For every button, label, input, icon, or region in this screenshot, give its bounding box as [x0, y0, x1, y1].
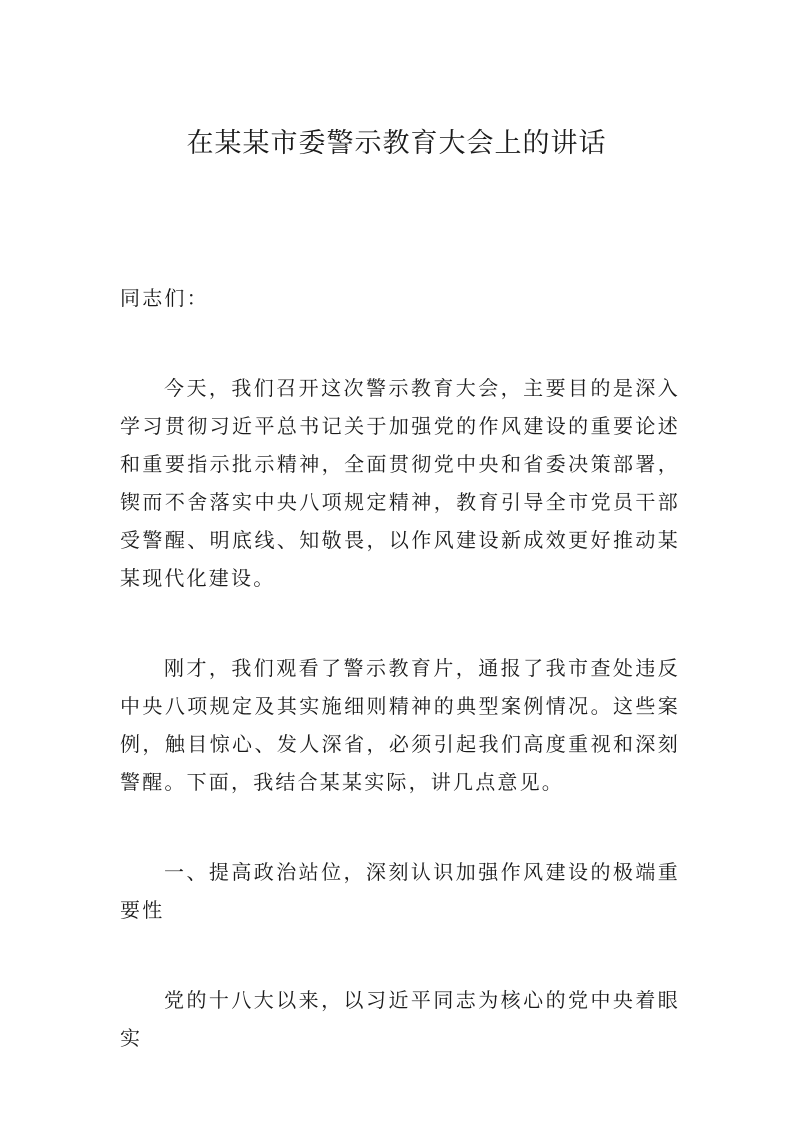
document-body: [120, 279, 680, 1109]
paragraph-cases: 刚才，我们观看了警示教育片，通报了我市查处违反中央八项规定及其实施细则精神的典型案例情况。这些案例，触目惊心、发人深省，必须引起我们高度重视和深刻警醒。下面，我结合某某实际，讲几点意见。: [120, 656, 680, 794]
paragraph-continuation: 党的十八大以来，以习近平同志为核心的党中央着眼实: [120, 988, 680, 1050]
section-heading: 一、提高政治站位，深刻认识加强作风建设的极端重要性: [120, 860, 680, 922]
document-title: 在某某市委警示教育大会上的讲话: [186, 128, 607, 159]
paragraph-opening: 今天，我们召开这次警示教育大会，主要目的是深入学习贯彻习近平总书记关于加强党的作风建设的重要论述和重要指示批示精神，全面贯彻党中央和省委决策部署，锲而不舍落实中央八项规定精神，教育引导全市党员干部受警醒、明底线、知敬畏，以作风建设新成效更好推动某某现代化建设。: [120, 376, 680, 590]
salutation: 同志们：: [120, 286, 209, 310]
